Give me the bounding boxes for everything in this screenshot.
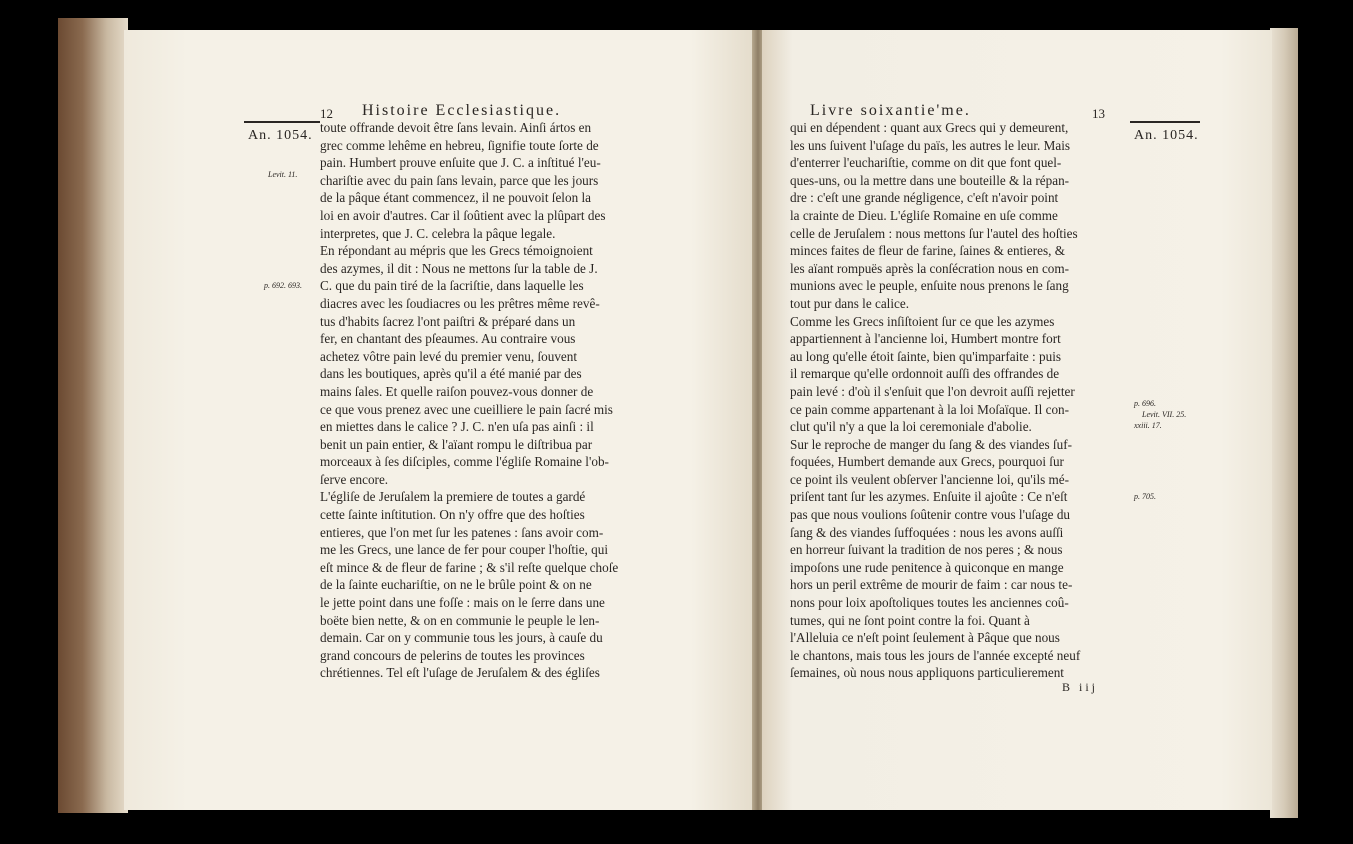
left-margin-note-2: p. 692. 693. (264, 281, 302, 290)
text-line: ce pain comme appartenant à la loi Moſaïque. Il con- (790, 401, 1070, 417)
right-page-number: 13 (1092, 106, 1105, 121)
right-margin-year: An. 1054. (1134, 128, 1199, 143)
text-line: tumes, qui ne ſont point contre la foi. Quant à (790, 612, 1030, 628)
text-line: Sur le reproche de manger du ſang & des viandes ſuf- (790, 436, 1072, 452)
text-line: hors un peril extrême de mourir de faim : car nous te- (790, 577, 1073, 593)
signature-mark: B iij (1062, 680, 1099, 694)
text-line: benit un pain entier, & l'aïant rompu le diſtribua par (320, 436, 593, 452)
text-line: loi en avoir d'autres. Car il ſoûtient avec la plûpart des (320, 207, 606, 223)
text-line: impoſons une rude penitence à quiconque en mange (790, 559, 1064, 575)
text-line: priſent tant ſur les azymes. Enſuite il ajoûte : Ce n'eſt (790, 489, 1068, 505)
right-margin-note-4: p. 705. (1134, 492, 1156, 501)
text-line: qui en dépendent : quant aux Grecs qui y demeurent, (790, 120, 1069, 135)
text-line: minces faites de fleur de farine, ſaines & entieres, & (790, 243, 1065, 259)
left-page (124, 30, 754, 810)
text-line: appartiennent à l'ancienne loi, Humbert montre fort (790, 331, 1061, 347)
text-line: chrétiennes. Tel eſt l'uſage de Jeruſalem & des égliſes (320, 665, 600, 681)
text-line: ſang & des viandes ſuffoquées : nous les avons auſſi (790, 524, 1064, 540)
text-line: demain. Car on y communie tous les jours, à cauſe du (320, 630, 603, 646)
text-line: celle de Jeruſalem : nous mettons ſur l'autel des hoſties (790, 225, 1078, 241)
text-line: les uns ſuivent l'uſage du païs, les autres le leur. Mais (790, 137, 1070, 153)
text-line: d'enterrer l'euchariſtie, comme on dit que font quel- (790, 155, 1062, 171)
left-running-head: Histoire Ecclesiastique. (362, 102, 562, 119)
right-margin-note-3: xxiii. 17. (1134, 421, 1162, 430)
right-page (762, 30, 1272, 810)
left-margin-year: An. 1054. (248, 128, 313, 143)
text-line: eſt mince & de fleur de farine ; & s'il reſte quelque choſe (320, 559, 619, 575)
right-margin-rule (1130, 121, 1200, 123)
open-book (58, 10, 1298, 820)
text-line: au long qu'elle étoit ſainte, bien qu'imparfaite : puis (790, 348, 1061, 364)
text-line: des azymes, il dit : Nous ne mettons ſur la table de J. (320, 260, 598, 276)
book-fore-edge-right (1270, 28, 1298, 818)
text-line: cette ſainte inſtitution. On n'y offre que des hoſties (320, 507, 585, 523)
text-line: de la pâque étant commencez, il ne pouvoit ſelon la (320, 190, 591, 206)
text-line: pas que nous voulions ſoûtenir contre vous l'uſage du (790, 507, 1071, 523)
text-line: morceaux à ſes diſciples, comme l'égliſe Romaine l'ob- (320, 454, 609, 470)
text-line: de la ſainte euchariſtie, on ne le brûle point & on ne (320, 577, 592, 593)
text-line: la crainte de Dieu. L'égliſe Romaine en uſe comme (790, 207, 1058, 223)
text-line: fer, en chantant des pſeaumes. Au contraire vous (320, 331, 576, 347)
text-line: C. que du pain tiré de la ſacriſtie, dans laquelle les (320, 278, 584, 294)
text-line: chariſtie avec du pain ſans levain, parce que les jours (320, 172, 599, 188)
text-line: ques-uns, ou la mettre dans une bouteille & la répan- (790, 172, 1070, 188)
text-line: en miettes dans le calice ? J. C. n'en uſa pas ainſi : il (320, 419, 594, 435)
text-line: dre : c'eſt une grande négligence, c'eſt n'avoir point (790, 190, 1059, 206)
text-line: le chantons, mais tous les jours de l'année excepté neuf (790, 647, 1081, 663)
left-page-number: 12 (320, 106, 333, 121)
text-line: interpretes, que J. C. celebra la pâque legale. (320, 225, 556, 241)
text-line: tus d'habits ſacrez l'ont paiſtri & préparé dans un (320, 313, 576, 329)
text-line: munions avec le peuple, enſuite nous prenons le ſang (790, 278, 1069, 294)
text-line: le jette point dans une foſſe : mais on le ſerre dans une (320, 595, 605, 611)
text-line: me les Grecs, une lance de fer pour couper l'hoſtie, qui (320, 542, 608, 558)
text-line: dans les boutiques, après qu'il a été manié par des (320, 366, 582, 382)
text-line: il remarque qu'elle ordonnoit auſſi des offrandes de (790, 366, 1060, 382)
text-line: L'égliſe de Jeruſalem la premiere de toutes a gardé (320, 489, 586, 505)
text-line: ce que vous prenez avec une cueilliere le pain ſacré mis (320, 401, 613, 417)
left-body-text (320, 119, 740, 682)
text-line: clut qu'il n'y a que la loi ceremoniale d'abolie. (790, 419, 1032, 435)
text-line: pain levé : d'où il s'enſuit que l'on devroit auſſi rejetter (790, 383, 1075, 399)
text-line: boëte bien nette, & on en communie le peuple le len- (320, 612, 600, 628)
text-line: nons pour loix apoſtoliques toutes les anciennes coû- (790, 595, 1069, 611)
text-line: ce point ils veulent obſerver l'ancienne loi, qu'ils mé- (790, 471, 1070, 487)
text-line: entieres, que l'on met ſur les patenes : ſans avoir com- (320, 524, 604, 540)
text-line: achetez vôtre pain levé du premier venu, ſouvent (320, 348, 578, 364)
text-line: les aïant rompuës après la conſécration nous en com- (790, 260, 1070, 276)
text-line: pain. Humbert prouve enſuite que J. C. a inſtitué l'eu- (320, 155, 601, 171)
text-line: grec comme lehême en hebreu, ſignifie toute ſorte de (320, 137, 599, 153)
text-line: foquées, Humbert demande aux Grecs, pourquoi ſur (790, 454, 1064, 470)
text-line: toute offrande devoit être ſans levain. Ainſi ártos en (320, 120, 592, 135)
right-margin-note-1: p. 696. (1134, 399, 1156, 408)
text-line: grand concours de pelerins de toutes les provinces (320, 647, 585, 663)
text-line: en horreur ſuivant la tradition de nos peres ; & nous (790, 542, 1063, 558)
text-line: Comme les Grecs inſiſtoient ſur ce que les azymes (790, 313, 1055, 329)
right-running-head: Livre soixantie'me. (810, 102, 971, 119)
right-body-text (790, 119, 1130, 682)
text-line: mains ſales. Et quelle raiſon pouvez-vous donner de (320, 383, 594, 399)
text-line: En répondant au mépris que les Grecs témoignoient (320, 243, 593, 259)
text-line: ſemaines, où nous nous appliquons particulierement (790, 665, 1064, 681)
text-line: tout pur dans le calice. (790, 295, 910, 311)
text-line: ſerve encore. (320, 471, 389, 487)
text-line: diacres avec les ſoudiacres ou les prêtres même revê- (320, 295, 600, 311)
book-fore-edge-left (58, 18, 128, 813)
left-margin-note-1: Levit. 11. (268, 170, 298, 179)
left-margin-rule (244, 121, 320, 123)
text-line: l'Alleluia ce n'eſt point ſeulement à Pâque que nous (790, 630, 1060, 646)
right-margin-note-2: Levit. VII. 25. (1142, 410, 1187, 419)
